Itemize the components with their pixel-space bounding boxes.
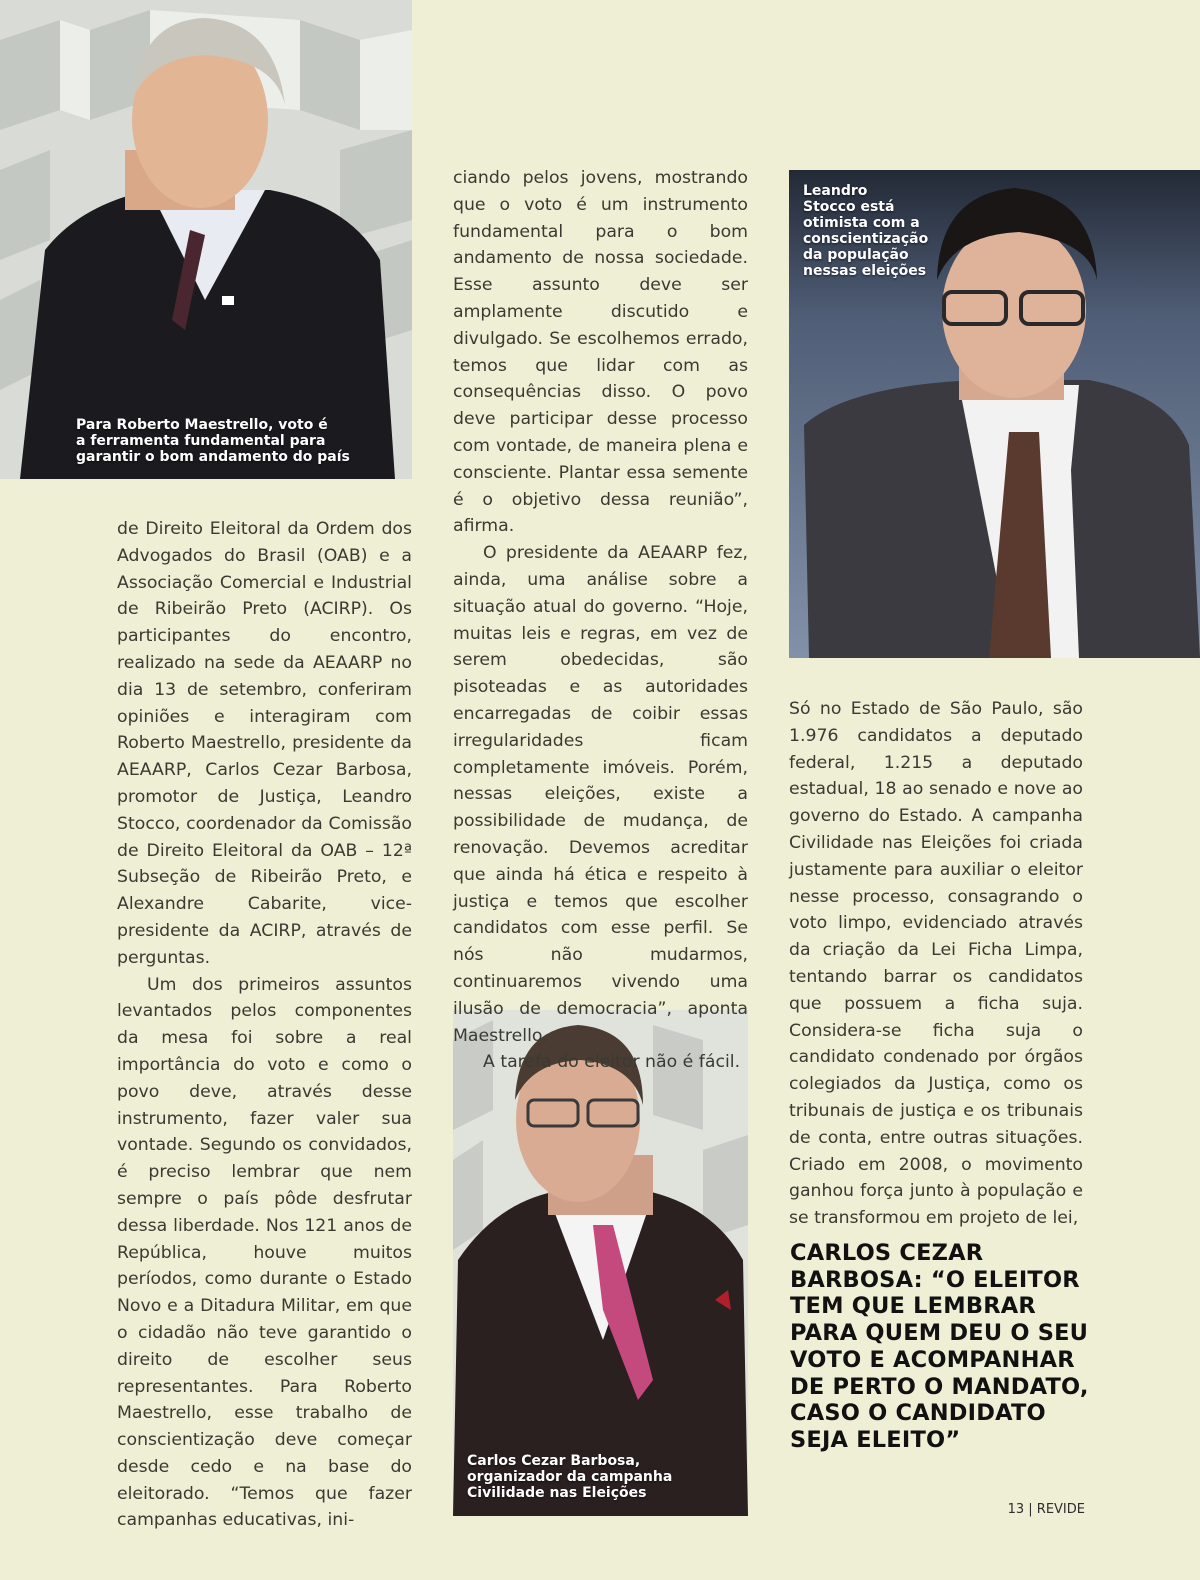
page-folio: 13 | REVIDE [1007, 1502, 1085, 1517]
barbosa-portrait-image [453, 1010, 748, 1516]
right-paragraph-1: Só no Estado de São Paulo, são 1.976 candidatos a deputado federal, 1.215 a deputado estadual, 18 ao senado e nove ao governo do Estado. A campanha Civilidade nas Eleições foi criada justamente para auxiliar o eleitor nesse processo, consagrando o voto limpo, evidenciado através da criação da Lei Ficha Limpa, tentando barrar os candidatos que possuem a ficha suja. Considera-se ficha suja o candidato condenado por órgãos colegiados da Justiça, como os tribunais de justiça e os tribunais de conta, entre outras situações. Criado em 2008, o movimento ganhou força junto à população e se transformou em projeto de lei, [789, 699, 1083, 1229]
photo-barbosa [453, 1010, 748, 1516]
article-column-left [117, 516, 412, 1534]
pull-quote: CARLOS CEZAR BARBOSA: “O ELEITOR TEM QUE LEMBRAR PARA QUEM DEU O SEU VOTO E ACOMPANHAR DE PERTO O MANDATO, CASO O CANDIDATO SEJA ELEITO” [790, 1240, 1089, 1453]
barbosa-caption: Carlos Cezar Barbosa, organizador da campanha Civilidade nas Eleições [467, 1453, 673, 1501]
maestrello-caption: Para Roberto Maestrello, voto é a ferramenta fundamental para garantir o bom andamento do país [76, 417, 350, 465]
stocco-caption: Leandro Stocco está otimista com a conscientização da população nessas eleições [803, 183, 929, 279]
photo-maestrello [0, 0, 412, 479]
maestrello-portrait-image [0, 0, 412, 479]
left-paragraph-2: Um dos primeiros assuntos levantados pelos componentes da mesa foi sobre a real importância do voto e como o povo deve, através desse instrumento, fazer valer sua vontade. Segundo os convidados, é preciso lembrar que nem sempre o país pôde desfrutar dessa liberdade. Nos 121 anos de República, houve muitos períodos, como durante o Estado Novo e a Ditadura Militar, em que o cidadão não teve garantido o direito de escolher seus representantes. Para Roberto Maestrello, esse trabalho de conscientização deve começar desde cedo e na base do eleitorado. “Temos que fazer campanhas educativas, ini- [117, 974, 412, 1531]
middle-paragraph-1: ciando pelos jovens, mostrando que o voto é um instrumento fundamental para o bom andamento de nossa sociedade. Esse assunto deve ser amplamente discutido e divulgado. Se escolhemos errado, temos que lidar com as consequências disso. O povo deve participar desse processo com vontade, de maneira plena e consciente. Plantar essa semente é o objetivo dessa reunião”, afirma. [453, 168, 748, 537]
article-column-middle [453, 165, 748, 1076]
middle-paragraph-3: A tarefa do eleitor não é fácil. [483, 1052, 741, 1073]
left-paragraph-1: de Direito Eleitoral da Ordem dos Advogados do Brasil (OAB) e a Associação Comercial e Industrial de Ribeirão Preto (ACIRP). Os participantes do encontro, realizado na sede da AEAARP no dia 13 de setembro, conferiram opiniões e interagiram com Roberto Maestrello, presidente da AEAARP, Carlos Cezar Barbosa, promotor de Justiça, Leandro Stocco, coordenador da Comissão de Direito Eleitoral da OAB – 12ª Subseção de Ribeirão Preto, e Alexandre Cabarite, vice-presidente da ACIRP, através de perguntas. [117, 519, 412, 968]
photo-stocco [789, 170, 1200, 658]
article-column-right [789, 696, 1083, 1232]
middle-paragraph-2: O presidente da AEAARP fez, ainda, uma análise sobre a situação atual do governo. “Hoje, muitas leis e regras, em vez de serem obedecidas, são pisoteadas e as autoridades encarregadas de coibir essas irregularidades ficam completamente imóveis. Porém, nessas eleições, existe a possibilidade de mudança, de renovação. Devemos acreditar que ainda há ética e respeito à justiça e temos que escolher candidatos com esse perfil. Se nós não mudarmos, continuaremos vivendo uma ilusão de democracia”, aponta Maestrello. [453, 543, 748, 1046]
